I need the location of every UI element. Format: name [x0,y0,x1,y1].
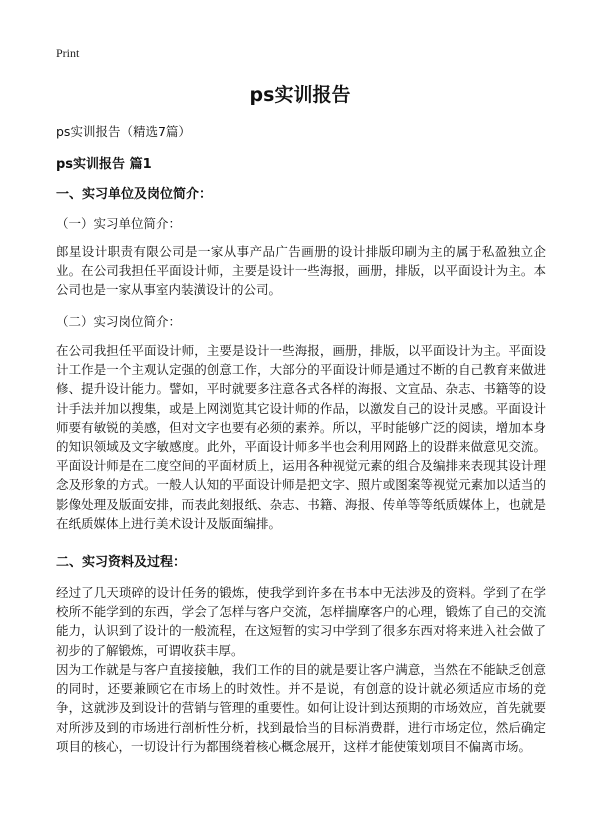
section-heading-process: 二、实习资料及过程： [56,555,187,570]
article-heading: ps实训报告 篇1 [56,157,152,172]
print-link[interactable]: Print [56,46,80,60]
paragraph-position-intro: 在公司我担任平面设计师，主要是设计一些海报，画册，排版，以平面设计为主。平面设计工作是一个主观认定强的创意工作，大部分的平面设计师是通过不断的自己教育来做进修、提升设计能力。譬如，平时就要多注意各式各样的海报、文宣品、杂志、书籍等的设计手法并加以搜集，或是上网浏览其它设计师的作品，以激发自己的设计灵感。平面设计师要有敏锐的美感，但对文字也要有必须的素养。所以，平时能够广泛的阅读，增加本身的知识领域及文字敏感度。此外，平面设计师多半也会利用网路上的设群来做意见交流。平面设计师是在二度空间的平面材质上，运用各种视觉元素的组合及编排来表现其设计理念及形象的方式。一般人认知的平面设计师是把文字、照片或图案等视觉元素加以适当的影像处理及版面安排，而表此刻报纸、杂志、书籍、海报、传单等等纸质媒体上，也就是在纸质媒体上进行美术设计及版面编排。 [56,343,546,531]
page-title: ps实训报告 [249,84,351,106]
paragraph-process-2: 因为工作就是与客户直接接触，我们工作的目的就是要让客户满意，当然在不能缺乏创意的同时，还要兼顾它在市场上的时效性。并不是说，有创意的设计就必须适应市场的竞争，这就涉及到设计的营销与管理的重要性。如何让设计到达预期的市场效应，首先就要对所涉及到的市场进行剖析性分析，找到最恰当的目标消费群，进行市场定位，然后确定项目的核心，一切设计行为都围绕着核心概念展开，这样才能使策划项目不偏离市场。 [56,662,546,754]
section-heading-unit-intro: 一、实习单位及岗位简介： [56,187,213,202]
subsection-heading-position: （二）实习岗位简介： [56,314,182,329]
paragraph-process-1: 经过了几天琐碎的设计任务的锻炼，使我学到许多在书本中无法涉及的资料。学到了在学校所不能学到的东西，学会了怎样与客户交流，怎样揣摩客户的心理，锻炼了自己的交流能力，认识到了设计的一般流程，在这短暂的实习中学到了很多东西对将来进入社会做了初步的了解锻炼，可谓收获丰厚。 [56,585,546,658]
subsection-heading-company: （一）实习单位简介： [56,216,182,231]
document-subtitle: ps实训报告（精选7篇） [56,124,191,139]
paragraph-company-intro: 郎星设计职责有限公司是一家从事产品广告画册的设计排版印刷为主的属于私盈独立企业。在公司我担任平面设计师，主要是设计一些海报，画册，排版，以平面设计为主。本公司也是一家从事室内装潢设计的公司。 [56,244,546,298]
